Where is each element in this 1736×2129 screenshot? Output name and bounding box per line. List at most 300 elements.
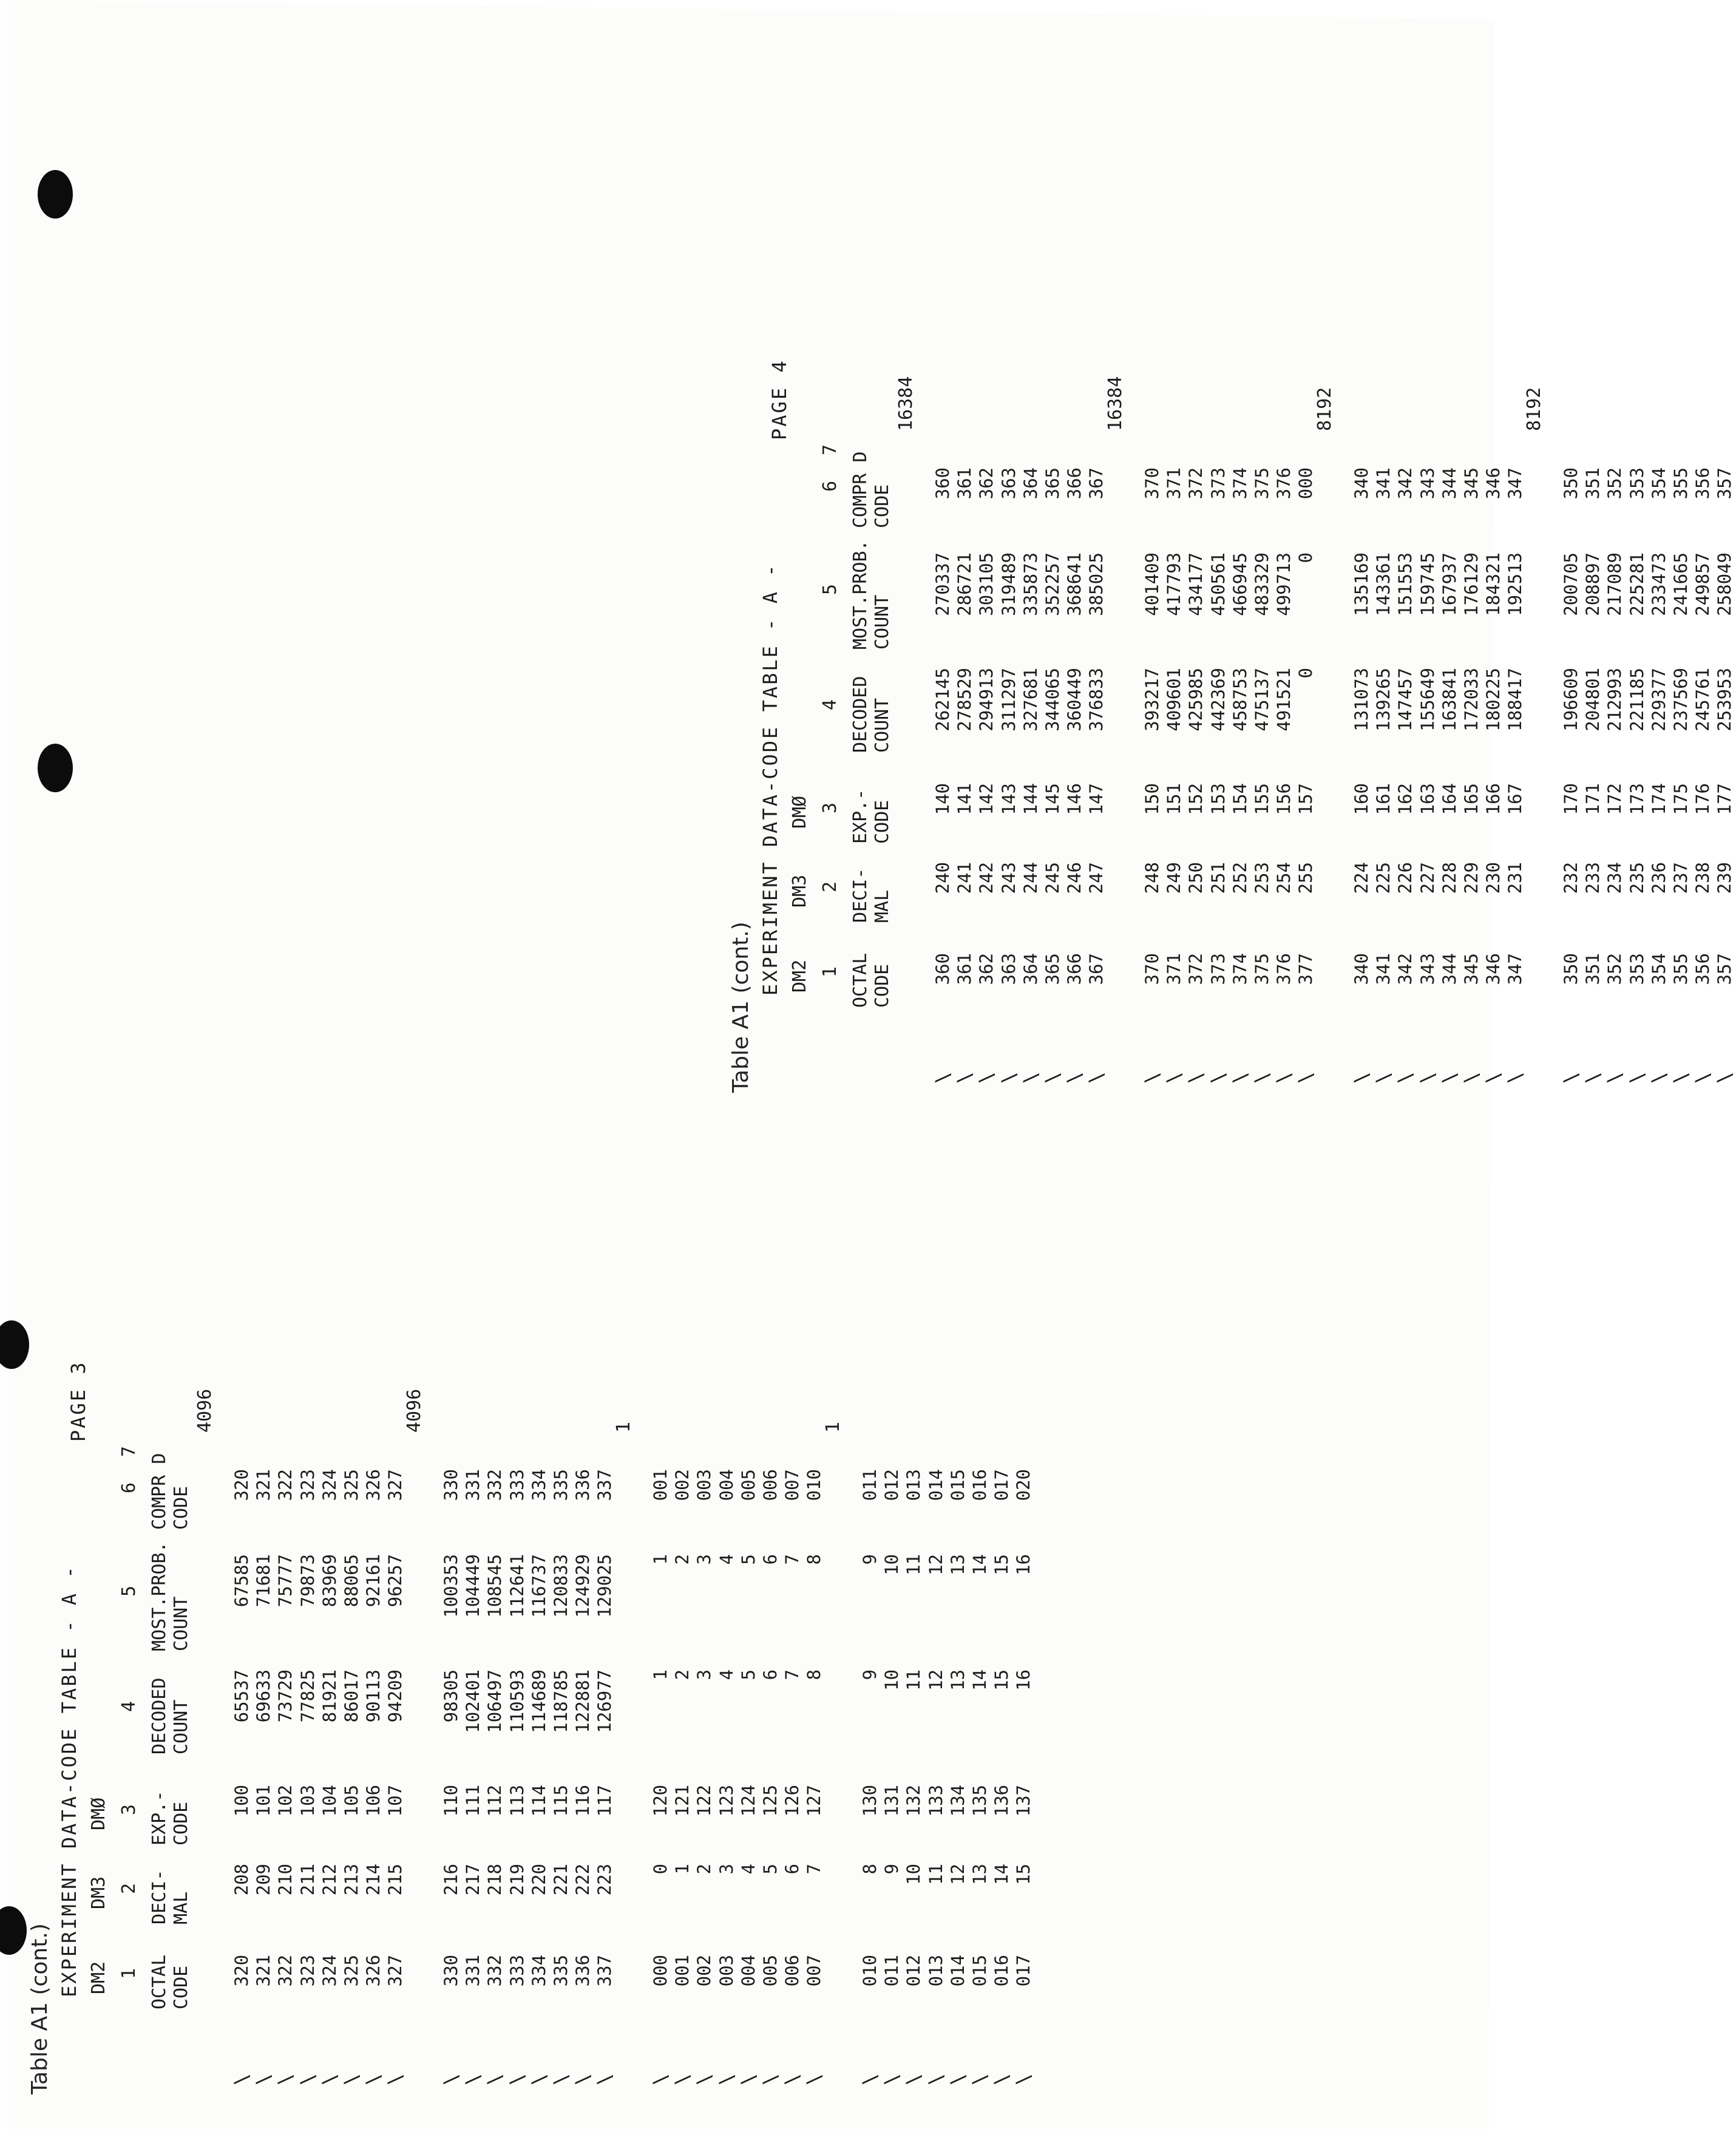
table-cell: 1 (650, 1669, 671, 1680)
table-cell: 81921 (319, 1669, 340, 1723)
table-cell: 140 (932, 783, 953, 815)
table-cell: 14 (969, 1554, 990, 1575)
column-number: 6 (118, 1482, 140, 1493)
side-value: 1 (822, 1421, 844, 1433)
table-cell: 212 (319, 1864, 340, 1896)
table-cell: 350 (1561, 467, 1581, 500)
decimal-column (440, 1864, 616, 1930)
table-cell: 006 (759, 1469, 781, 1501)
table-cell: 13 (947, 1554, 968, 1575)
table-cell: 5 (759, 1864, 781, 1875)
table-cell: 162 (1395, 783, 1416, 815)
table-cell: 3 (694, 1669, 715, 1680)
table-cell: 129025 (594, 1554, 615, 1618)
table-cell: 365 (1042, 953, 1063, 985)
dm-label: DM3 (88, 1876, 109, 1909)
tick-marks (440, 2074, 616, 2085)
tick-mark: \ (1250, 1071, 1273, 1084)
octal-code-column (1141, 953, 1317, 1014)
table-cell: 110 (441, 1785, 461, 1817)
tick-marks (231, 2074, 407, 2085)
table-cell: 377 (1295, 953, 1317, 985)
table-cell: 0 (1295, 552, 1317, 563)
table-cell: 216 (441, 1864, 461, 1896)
table-cell: 252 (1229, 862, 1250, 894)
table-cell: 144 (1020, 783, 1041, 815)
table-cell: 254 (1273, 862, 1295, 894)
table-cell: 332 (484, 1955, 506, 1987)
table-cell: 010 (804, 1469, 825, 1501)
column-header: DECODED COUNT (149, 1677, 192, 1754)
table-cell: 417793 (1164, 552, 1185, 616)
table-cell: 249 (1164, 862, 1185, 894)
table-cell: 143 (998, 783, 1019, 815)
exp-code-column (440, 1785, 616, 1852)
table-cell: 98305 (441, 1669, 461, 1723)
table-cell: 346 (1483, 953, 1504, 985)
table-cell: 376 (1273, 953, 1295, 985)
table-cell: 374 (1229, 467, 1250, 500)
most-prob-count-column (859, 1554, 1035, 1657)
table-cell: 143361 (1373, 552, 1394, 616)
table-cell: 165 (1460, 783, 1482, 815)
table-cell: 248 (1142, 862, 1162, 894)
table-cell: 219 (506, 1864, 527, 1896)
table-cell: 262145 (932, 668, 953, 732)
table-cell: 365 (1042, 467, 1063, 500)
column-number: 1 (118, 1968, 140, 1979)
decimal-column (1560, 862, 1736, 929)
tick-mark: \ (858, 2073, 881, 2085)
table-cell: 213 (341, 1864, 362, 1896)
table-cell: 343 (1417, 467, 1438, 500)
table-cell: 102 (275, 1785, 296, 1817)
table-cell: 362 (976, 953, 997, 985)
decoded-count-column (649, 1669, 826, 1761)
table-cell: 3 (694, 1554, 715, 1565)
octal-code-column (1351, 953, 1527, 1014)
table-cell: 7 (782, 1669, 803, 1680)
table-cell: 123 (716, 1785, 737, 1817)
table-cell: 352 (1604, 467, 1626, 500)
table-cell: 146 (1064, 783, 1085, 815)
table-cell: 499713 (1273, 552, 1295, 616)
table-cell: 016 (991, 1955, 1012, 1987)
table-cell: 16 (1013, 1669, 1034, 1691)
table-cell: 319489 (998, 552, 1019, 616)
table-cell: 156 (1273, 783, 1295, 815)
table-cell: 353 (1626, 467, 1647, 500)
exp-code-column (231, 1785, 407, 1852)
punch-hole-icon (38, 744, 73, 792)
column-number: 2 (118, 1883, 140, 1894)
decimal-column (1351, 862, 1527, 929)
table-cell: 321 (253, 1469, 274, 1501)
table-cell: 013 (903, 1469, 924, 1501)
side-value: 1 (613, 1421, 634, 1433)
tick-mark: \ (975, 1071, 999, 1084)
table-cell: 8 (804, 1554, 825, 1565)
table-cell: 324 (319, 1955, 340, 1987)
table-cell: 235 (1626, 862, 1647, 894)
table-cell: 000 (1295, 467, 1317, 500)
tick-mark: \ (968, 2073, 991, 2085)
table-cell: 007 (782, 1469, 803, 1501)
tick-mark: \ (946, 2073, 969, 2085)
table-cell: 324 (319, 1469, 340, 1501)
table-cell: 357 (1714, 953, 1735, 985)
table-cell: 106 (363, 1785, 384, 1817)
table-cell: 425985 (1185, 668, 1207, 732)
table-cell: 311297 (998, 668, 1019, 732)
table-cell: 236 (1648, 862, 1669, 894)
table-title: EXPERIMENT DATA-CODE TABLE - A - (58, 1564, 81, 1997)
table-cell: 173 (1626, 783, 1647, 815)
table-cell: 210 (275, 1864, 296, 1896)
table-cell: 017 (991, 1469, 1012, 1501)
tick-marks (859, 2074, 1035, 2085)
tick-marks (1351, 1072, 1527, 1084)
column-header: DECODED COUNT (850, 676, 893, 753)
decoded-count-column (859, 1669, 1035, 1761)
tick-mark: \ (1228, 1071, 1252, 1084)
tick-mark: \ (274, 2073, 297, 2085)
table-cell: 73729 (275, 1669, 296, 1723)
table-cell: 4 (716, 1669, 737, 1680)
table-cell: 155 (1251, 783, 1272, 815)
tick-mark: \ (1559, 1071, 1582, 1084)
compr-code-column (1560, 467, 1736, 534)
dm-label: DM3 (789, 874, 810, 908)
table-cell: 244 (1020, 862, 1041, 894)
table-cell: 332 (484, 1469, 506, 1501)
table-cell: 450561 (1207, 552, 1229, 616)
table-cell: 217089 (1604, 552, 1626, 616)
table-cell: 226 (1395, 862, 1416, 894)
table-cell: 221185 (1626, 668, 1647, 732)
table-cell: 0 (1295, 668, 1317, 679)
table-cell: 372 (1185, 467, 1207, 500)
table-cell: 163841 (1439, 668, 1460, 732)
table-cell: 116737 (528, 1554, 549, 1618)
table-cell: 127 (804, 1785, 825, 1817)
table-cell: 360 (932, 467, 953, 500)
table-cell: 104449 (463, 1554, 484, 1618)
table-cell: 11 (925, 1864, 946, 1885)
table-cell: 112 (484, 1785, 506, 1817)
table-cell: 105 (341, 1785, 362, 1817)
table-cell: 016 (969, 1469, 990, 1501)
table-cell: 215 (385, 1864, 406, 1896)
table-cell: 233 (1582, 862, 1604, 894)
table-cell: 9 (860, 1554, 880, 1565)
table-cell: 0 (650, 1864, 671, 1875)
table-cell: 367 (1086, 953, 1107, 985)
table-cell: 326 (363, 1955, 384, 1987)
most-prob-count-column (649, 1554, 826, 1657)
column-header: MOST.PROB. COUNT (149, 1541, 192, 1651)
table-cell: 323 (297, 1469, 318, 1501)
table-cell: 362 (976, 467, 997, 500)
table-cell: 151 (1164, 783, 1185, 815)
table-cell: 233473 (1648, 552, 1669, 616)
column-header: COMPR D CODE (850, 451, 893, 528)
table-cell: 15 (991, 1554, 1012, 1575)
table-cell: 344 (1439, 467, 1460, 500)
table-cell: 234 (1604, 862, 1626, 894)
tick-mark: \ (1040, 1071, 1064, 1084)
table-cell: 150 (1142, 783, 1162, 815)
table-cell: 2 (694, 1864, 715, 1875)
table-cell: 238 (1692, 862, 1714, 894)
table-cell: 16 (1013, 1554, 1034, 1575)
table-cell: 012 (903, 1955, 924, 1987)
dm-label: DM2 (789, 959, 810, 993)
table-cell: 15 (1013, 1864, 1034, 1885)
table-cell: 247 (1086, 862, 1107, 894)
table-cell: 204801 (1582, 668, 1604, 732)
table-cell: 225281 (1626, 552, 1647, 616)
table-cell: 336 (572, 1469, 594, 1501)
table-cell: 12 (925, 1669, 946, 1691)
tick-mark: \ (296, 2073, 319, 2085)
table-cell: 130 (860, 1785, 880, 1817)
table-cell: 171 (1582, 783, 1604, 815)
table-cell: 245761 (1692, 668, 1714, 732)
table-title: EXPERIMENT DATA-CODE TABLE - A - (759, 563, 782, 996)
table-cell: 180225 (1483, 668, 1504, 732)
table-cell: 341 (1373, 467, 1394, 500)
table-cell: 154 (1229, 783, 1250, 815)
table-cell: 366 (1064, 953, 1085, 985)
table-cell: 100353 (441, 1554, 461, 1618)
tick-marks (1141, 1072, 1317, 1084)
octal-code-column (859, 1955, 1035, 2015)
table-cell: 11 (903, 1554, 924, 1575)
table-cell: 370 (1142, 467, 1162, 500)
table-cell: 483329 (1251, 552, 1272, 616)
table-cell: 442369 (1207, 668, 1229, 732)
tick-mark: \ (931, 1071, 954, 1084)
table-cell: 2 (672, 1554, 693, 1565)
table-cell: 112641 (506, 1554, 527, 1618)
table-cell: 360 (932, 953, 953, 985)
table-cell: 83969 (319, 1554, 340, 1608)
table-cell: 11 (903, 1669, 924, 1691)
tick-mark: \ (1394, 1071, 1417, 1084)
tick-mark: \ (1691, 1071, 1715, 1084)
tick-mark: \ (902, 2073, 926, 2085)
table-cell: 107 (385, 1785, 406, 1817)
table-cell: 351 (1582, 953, 1604, 985)
side-value: 8192 (1314, 387, 1335, 431)
table-cell: 011 (881, 1955, 903, 1987)
table-cell: 114689 (528, 1669, 549, 1733)
table-cell: 375 (1251, 467, 1272, 500)
table-cell: 258049 (1714, 552, 1735, 616)
table-cell: 172 (1604, 783, 1626, 815)
tick-mark: \ (1206, 1071, 1230, 1084)
table-cell: 491521 (1273, 668, 1295, 732)
table-cell: 303105 (976, 552, 997, 616)
table-cell: 007 (804, 1955, 825, 1987)
tick-mark: \ (1141, 1071, 1164, 1084)
table-cell: 017 (1013, 1955, 1034, 1987)
table-cell: 147 (1086, 783, 1107, 815)
table-cell: 253 (1251, 862, 1272, 894)
table-cell: 345 (1460, 467, 1482, 500)
most-prob-count-column (231, 1554, 407, 1657)
tick-mark: \ (317, 2073, 341, 2085)
table-cell: 6 (782, 1864, 803, 1875)
table-cell: 15 (991, 1669, 1012, 1691)
table-cell: 9 (881, 1864, 903, 1875)
table-cell: 71681 (253, 1554, 274, 1608)
table-cell: 351 (1582, 467, 1604, 500)
table-cell: 331 (463, 1469, 484, 1501)
table-cell: 124 (737, 1785, 759, 1817)
table-cell: 343 (1417, 953, 1438, 985)
most-prob-count-column (440, 1554, 616, 1657)
side-value: 4096 (404, 1388, 425, 1433)
table-cell: 015 (947, 1469, 968, 1501)
table-cell: 253953 (1714, 668, 1735, 732)
table-cell: 347 (1505, 953, 1526, 985)
table-cell: 340 (1351, 467, 1372, 500)
table-cell: 350 (1561, 953, 1581, 985)
tick-mark: \ (362, 2073, 385, 2085)
table-cell: 240 (932, 862, 953, 894)
table-cell: 372 (1185, 953, 1207, 985)
table-cell: 139265 (1373, 668, 1394, 732)
table-cell: 6 (759, 1669, 781, 1680)
table-cell: 159745 (1417, 552, 1438, 616)
tick-mark: \ (1012, 2073, 1036, 2085)
most-prob-count-column (1351, 552, 1527, 656)
table-cell: 13 (969, 1864, 990, 1885)
exp-code-column (1351, 783, 1527, 850)
table-cell: 364 (1020, 953, 1041, 985)
table-cell: 229377 (1648, 668, 1669, 732)
table-cell: 225 (1373, 862, 1394, 894)
table-cell: 96257 (385, 1554, 406, 1608)
tick-mark: \ (924, 2073, 948, 2085)
table-cell: 12 (925, 1554, 946, 1575)
tick-mark: \ (527, 2073, 551, 2085)
table-cell: 003 (716, 1955, 737, 1987)
table-cell: 232 (1561, 862, 1581, 894)
table-cell: 364 (1020, 467, 1041, 500)
tick-mark: \ (671, 2073, 694, 2085)
table-cell: 361 (954, 467, 975, 500)
table-cell: 409601 (1164, 668, 1185, 732)
table-cell: 340 (1351, 953, 1372, 985)
table-cell: 005 (759, 1955, 781, 1987)
column-header: MOST.PROB. COUNT (850, 540, 893, 650)
tick-mark: \ (252, 2073, 276, 2085)
table-cell: 331 (463, 1955, 484, 1987)
compr-code-column (1351, 467, 1527, 534)
table-cell: 241665 (1670, 552, 1691, 616)
table-cell: 147457 (1395, 668, 1416, 732)
tick-marks (649, 2074, 826, 2085)
column-number: 7 (819, 444, 841, 455)
table-cell: 335 (550, 1955, 571, 1987)
tick-mark: \ (1372, 1071, 1395, 1084)
tick-mark: \ (339, 2073, 363, 2085)
column-number: 7 (118, 1445, 140, 1457)
table-cell: 393217 (1142, 668, 1162, 732)
table-cell: 124929 (572, 1554, 594, 1618)
tick-mark: \ (1416, 1071, 1439, 1084)
table-cell: 13 (947, 1669, 968, 1691)
compr-code-column (859, 1469, 1035, 1536)
table-cell: 120 (650, 1785, 671, 1817)
table-cell: 208897 (1582, 552, 1604, 616)
table-cell: 330 (441, 1955, 461, 1987)
most-prob-count-column (1560, 552, 1736, 656)
tick-mark: \ (1581, 1071, 1605, 1084)
table-cell: 005 (737, 1469, 759, 1501)
column-number: 5 (118, 1585, 140, 1597)
most-prob-count-column (932, 552, 1108, 656)
table-cell: 366 (1064, 467, 1085, 500)
decimal-column (859, 1864, 1035, 1930)
table-cell: 100 (231, 1785, 252, 1817)
table-cell: 250 (1185, 862, 1207, 894)
table-cell: 122 (694, 1785, 715, 1817)
decoded-count-column (440, 1669, 616, 1761)
table-cell: 228 (1439, 862, 1460, 894)
table-cell: 160 (1351, 783, 1372, 815)
table-cell: 326 (363, 1469, 384, 1501)
table-cell: 10 (881, 1669, 903, 1691)
table-cell: 374 (1229, 953, 1250, 985)
tick-mark: \ (758, 2073, 782, 2085)
compr-code-column (1141, 467, 1317, 534)
tick-mark: \ (1350, 1071, 1373, 1084)
octal-code-column (649, 1955, 826, 2015)
column-number: 4 (118, 1700, 140, 1712)
decoded-count-column (1351, 668, 1527, 759)
column-header: EXP.- CODE (850, 789, 893, 844)
side-value: 16384 (1105, 376, 1126, 431)
column-number: 4 (819, 699, 841, 710)
tick-mark: \ (1437, 1071, 1461, 1084)
table-cell: 270337 (932, 552, 953, 616)
tick-mark: \ (571, 2073, 595, 2085)
table-cell: 10 (903, 1864, 924, 1885)
decimal-column (231, 1864, 407, 1930)
table-cell: 141 (954, 783, 975, 815)
table-cell: 184321 (1483, 552, 1504, 616)
table-cell: 354 (1648, 953, 1669, 985)
tick-mark: \ (1647, 1071, 1670, 1084)
table-cell: 1 (650, 1554, 671, 1565)
table-cell: 294913 (976, 668, 997, 732)
table-cell: 012 (881, 1469, 903, 1501)
tick-mark: \ (714, 2073, 738, 2085)
table-cell: 69633 (253, 1669, 274, 1723)
table-cell: 163 (1417, 783, 1438, 815)
table-cell: 353 (1626, 953, 1647, 985)
table-cell: 151553 (1395, 552, 1416, 616)
tick-mark: \ (439, 2073, 463, 2085)
tick-mark: \ (1294, 1071, 1318, 1084)
exp-code-column (932, 783, 1108, 850)
compr-code-column (231, 1469, 407, 1536)
table-cell: 1 (672, 1864, 693, 1875)
